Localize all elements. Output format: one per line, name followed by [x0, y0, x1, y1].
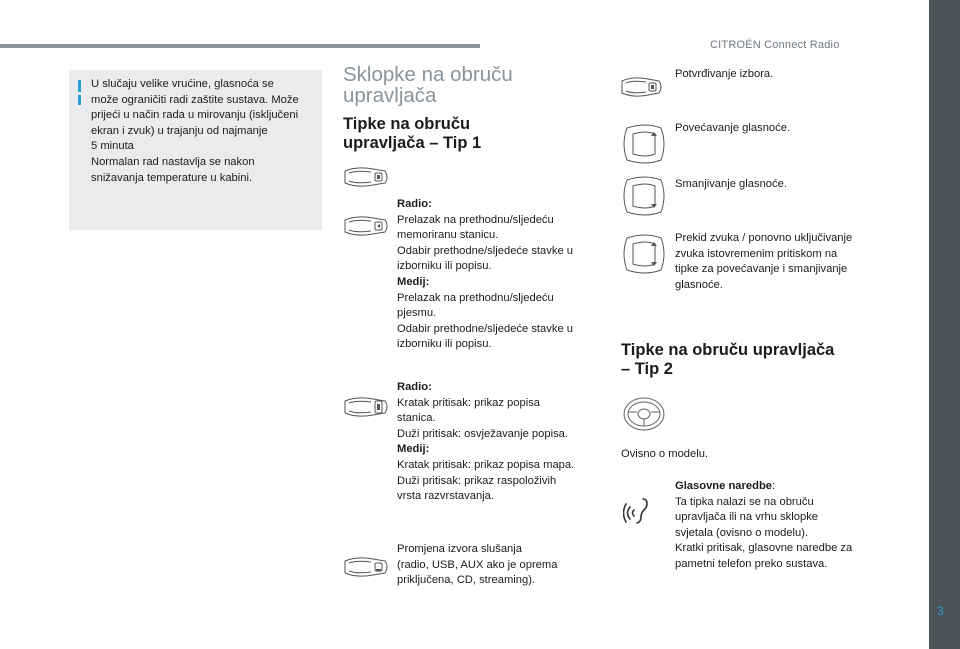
page-marker — [934, 583, 942, 591]
voice-command-icon — [623, 496, 653, 526]
page-number: 3 — [937, 604, 944, 618]
mute-text: Prekid zvuka / ponovno uključivanje zvuka istovremenim pritiskom na tipke za povećavanje i smanjivanje glasnoće. — [675, 232, 853, 291]
info-icon-lower — [78, 95, 81, 105]
steering-stalk-icon — [621, 122, 669, 166]
model-note: Ovisno o modelu. — [621, 448, 709, 460]
steering-stalk-icon — [621, 174, 669, 218]
steering-wheel-icon — [621, 395, 667, 433]
type1-item1-text: Radio: Prelazak na prethodnu/sljedeću memoriranu stanicu. Odabir prethodne/sljedeće stavke u izborniku ili popisu. Medij: Prelazak na prethodnu/sljedeću pjesmu. Odabir prethodne/sljedeće stavke u izborniku ili popisu. — [397, 198, 574, 351]
steering-stalk-icon — [621, 232, 669, 276]
steering-stalk-icon — [343, 163, 391, 191]
info-icon — [78, 80, 81, 92]
note-line: Normalan rad nastavlja se nakon — [91, 155, 255, 168]
type1-item2-text: Radio: Kratak pritisak: prikaz popisa stanica. Duži pritisak: osvježavanje popisa. Medij: Kratak pritisak: prikaz popisa mapa. Duži pritisak: prikaz raspoloživih vrsta razvrstavanja. — [397, 381, 575, 503]
brand-title: CITROËN Connect Radio — [710, 39, 840, 51]
radio-label: Radio: — [397, 198, 432, 210]
volume-down-text: Smanjivanje glasnoće. — [675, 178, 787, 190]
note-line: prijeći u način rada u mirovanju (isključeni — [91, 109, 299, 122]
note-line: U slučaju velike vrućine, glasnoća se — [91, 78, 274, 90]
type1-item3-text: Promjena izvora slušanja (radio, USB, AUX ako je oprema priključena, CD, streaming). — [397, 543, 558, 587]
steering-stalk-icon — [343, 212, 391, 240]
info-note — [69, 70, 322, 230]
top-rule — [0, 44, 480, 48]
note-line: ekran i zvuk) u trajanju od najmanje — [91, 124, 268, 137]
media-label: Medij: — [397, 443, 430, 456]
media-label: Medij: — [397, 275, 430, 288]
volume-up-text: Povećavanje glasnoće. — [675, 122, 791, 134]
type2-heading: Tipke na obruču upravljača – Tip 2 — [621, 341, 835, 378]
steering-stalk-icon — [343, 393, 391, 421]
steering-stalk-icon — [620, 74, 664, 100]
voice-command-text: Glasovne naredbe: Ta tipka nalazi se na obruču upravljača ili na vrhu sklopke svjetala (ovisno o modelu). Kratki pritisak, glasovne naredbe za pametni telefon preko sustava. — [675, 480, 853, 570]
radio-label: Radio: — [397, 381, 432, 393]
note-line: može ograničiti radi zaštite sustava. Može — [91, 93, 299, 106]
confirm-text: Potvrđivanje izbora. — [675, 68, 774, 80]
voice-label: Glasovne naredbe — [675, 480, 772, 492]
note-line: snižavanja temperature u kabini. — [91, 171, 253, 184]
note-line: 5 minuta — [91, 140, 134, 153]
type1-heading: Tipke na obruču upravljača – Tip 1 — [343, 115, 482, 152]
side-tab — [929, 0, 960, 649]
steering-stalk-icon — [343, 553, 391, 581]
section-title: Sklopke na obruču upravljača — [343, 63, 513, 107]
